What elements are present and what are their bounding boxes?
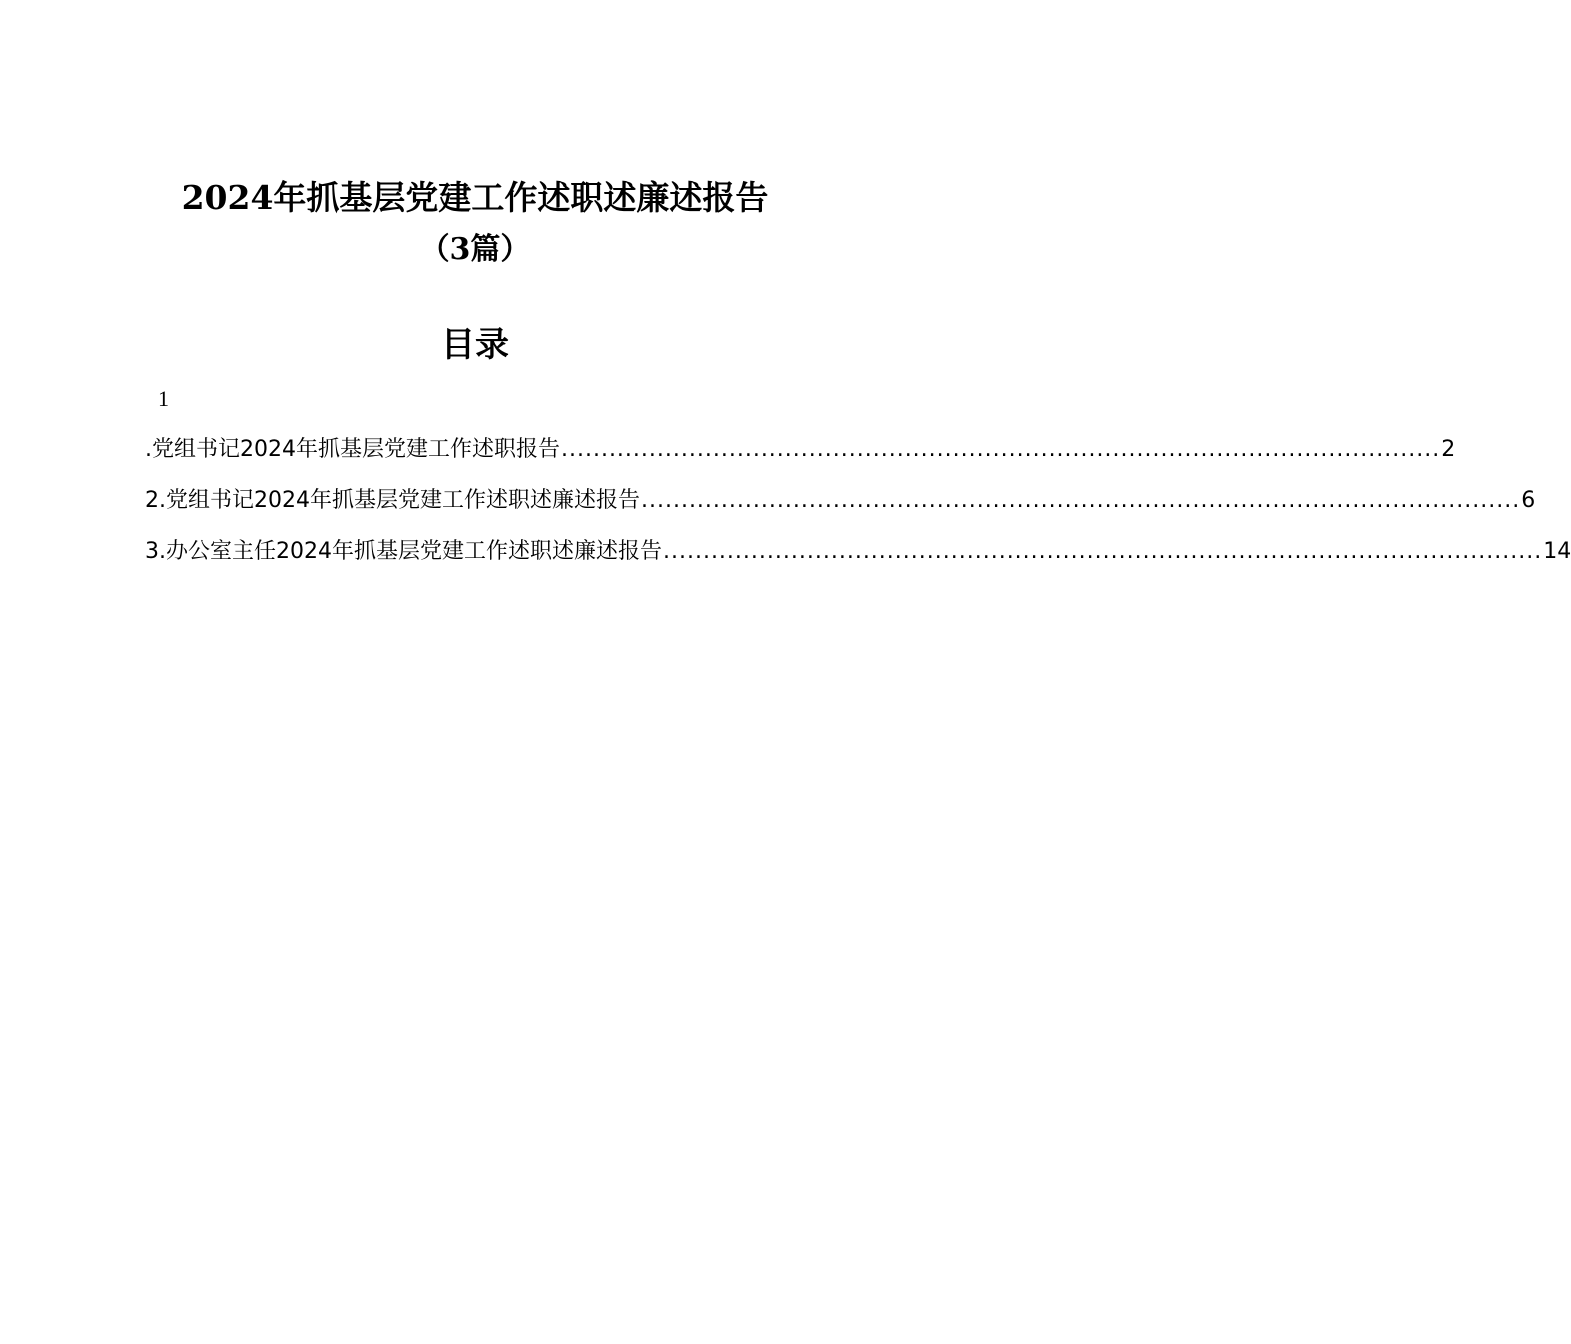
table-of-contents	[145, 432, 1571, 585]
toc-dot-leader: ..............................................................................................................	[640, 488, 1521, 513]
document-title-line-2: （3篇）	[419, 232, 531, 267]
toc-entry-page-number: 14	[1543, 539, 1571, 564]
toc-entry-page-number: 2	[1441, 437, 1456, 462]
toc-entry-title: 2.党组书记2024年抓基层党建工作述职述廉述报告	[145, 488, 640, 513]
toc-dot-leader: ..............................................................................................................	[662, 539, 1543, 564]
toc-entry-title: 3.办公室主任2024年抓基层党建工作述职述廉述报告	[145, 539, 662, 564]
document-title	[0, 172, 950, 276]
toc-dot-leader: ..............................................................................................................	[560, 437, 1441, 462]
toc-stray-number: 1	[158, 386, 169, 411]
toc-entry-page-number: 6	[1521, 488, 1536, 513]
toc-entry-1[interactable]	[145, 432, 1456, 483]
document-title-line-1: 2024年抓基层党建工作述职述廉述报告	[181, 178, 769, 217]
toc-heading: 目录	[441, 325, 509, 365]
toc-entry-2[interactable]	[145, 483, 1536, 534]
toc-entry-title: .党组书记2024年抓基层党建工作述职报告	[145, 437, 560, 462]
toc-entry-3[interactable]	[145, 534, 1571, 585]
